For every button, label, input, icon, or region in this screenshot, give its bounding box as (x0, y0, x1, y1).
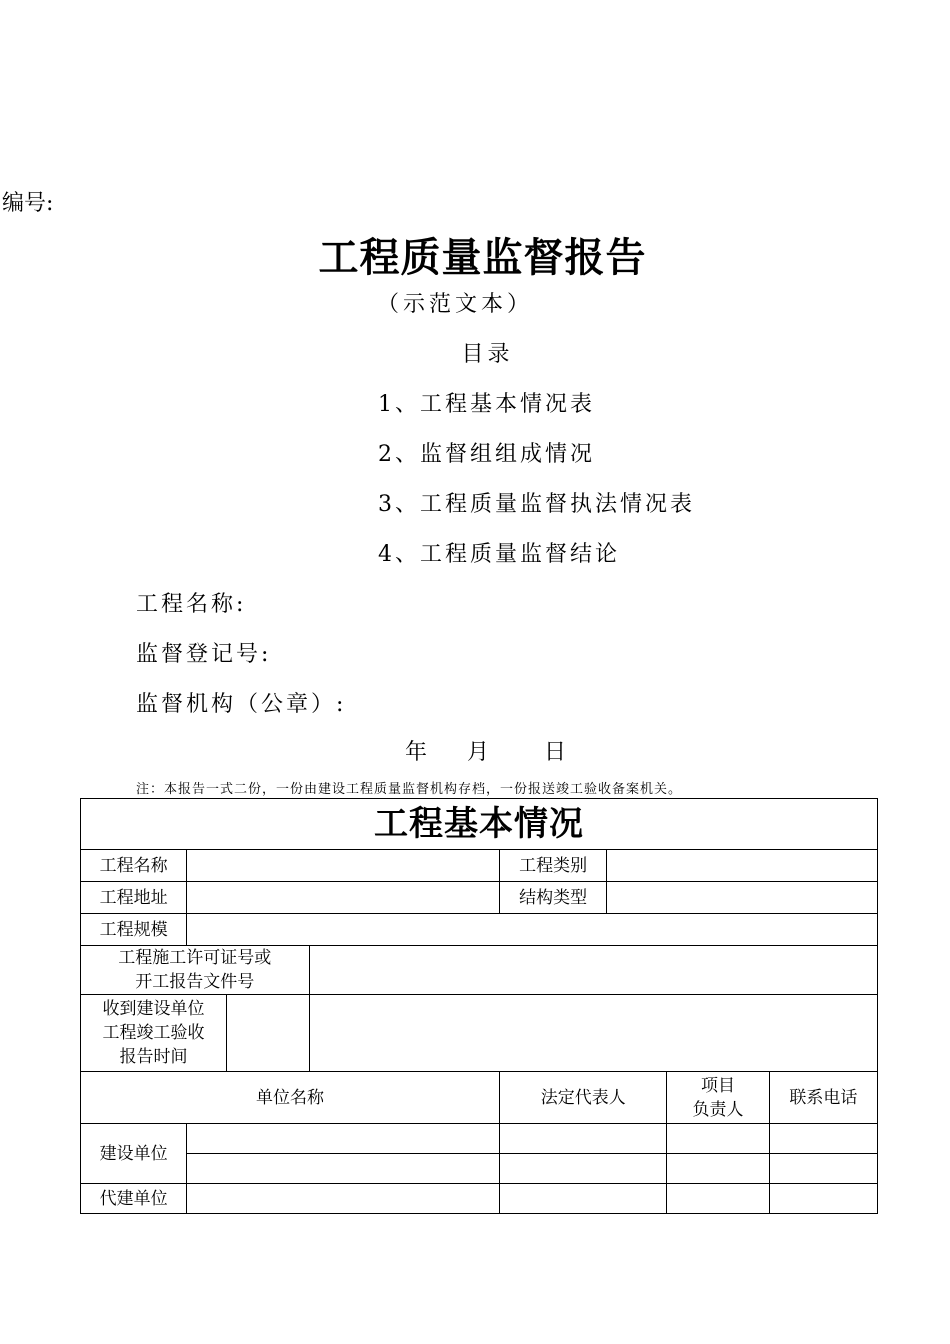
date-year: 年 (405, 740, 428, 765)
builder-pm-cell[interactable] (667, 1154, 769, 1184)
value-structure-type[interactable] (607, 882, 878, 914)
registration-number-field: 监督登记号: (136, 642, 272, 667)
permit-label-line: 开工报告文件号 (135, 972, 255, 992)
value-received-report-time[interactable] (309, 995, 877, 1072)
agent-legal-rep-cell[interactable] (500, 1184, 667, 1214)
header-project-manager (667, 1072, 769, 1124)
toc-item: 2、监督组组成情况 (378, 442, 595, 467)
label-project-name: 工程名称 (81, 850, 187, 882)
report-title: 工程质量监督报告 (318, 235, 647, 281)
label-project-scale: 工程规模 (81, 914, 187, 946)
table-title: 工程基本情况 (81, 799, 878, 850)
received-label-line: 工程竣工验收 (102, 1023, 205, 1043)
date-day: 日 (544, 740, 567, 765)
value-permit-number[interactable] (309, 946, 877, 995)
received-report-row (81, 995, 310, 1072)
header-legal-rep: 法定代表人 (500, 1072, 667, 1124)
label-project-type: 工程类别 (500, 850, 607, 882)
label-received-report-time (81, 995, 227, 1071)
builder-name-cell[interactable] (187, 1154, 500, 1184)
label-permit-number (81, 946, 310, 995)
supervision-agency-field: 监督机构（公章）: (136, 692, 347, 717)
toc-heading: 目录 (461, 342, 514, 367)
builder-name-cell[interactable] (187, 1124, 500, 1154)
header-unit-name: 单位名称 (81, 1072, 500, 1124)
footnote: 注：本报告一式二份，一份由建设工程质量监督机构存档，一份报送竣工验收备案机关。 (136, 782, 683, 797)
pm-label-line: 项目 (701, 1075, 736, 1096)
agent-phone-cell[interactable] (769, 1184, 877, 1214)
toc-item: 3、工程质量监督执法情况表 (378, 492, 695, 517)
value-received-report-time-left[interactable] (227, 995, 309, 1071)
label-project-address: 工程地址 (81, 882, 187, 914)
serial-number-label: 编号: (2, 191, 54, 216)
value-project-address[interactable] (187, 882, 500, 914)
label-structure-type: 结构类型 (500, 882, 607, 914)
agent-name-cell[interactable] (187, 1184, 500, 1214)
builder-legal-rep-cell[interactable] (500, 1124, 667, 1154)
toc-item: 1、工程基本情况表 (378, 392, 595, 417)
label-builder: 建设单位 (81, 1124, 187, 1184)
builder-legal-rep-cell[interactable] (500, 1154, 667, 1184)
date-line (405, 735, 566, 766)
builder-phone-cell[interactable] (769, 1124, 877, 1154)
value-project-type[interactable] (607, 850, 878, 882)
builder-pm-cell[interactable] (667, 1124, 769, 1154)
toc-item: 4、工程质量监督结论 (378, 542, 620, 567)
received-label-line: 收到建设单位 (102, 999, 205, 1019)
permit-label-line: 工程施工许可证号或 (118, 948, 272, 968)
pm-label-line: 负责人 (692, 1099, 744, 1120)
label-agent-builder: 代建单位 (81, 1184, 187, 1214)
builder-phone-cell[interactable] (769, 1154, 877, 1184)
header-phone: 联系电话 (769, 1072, 877, 1124)
agent-pm-cell[interactable] (667, 1184, 769, 1214)
project-info-table (80, 798, 878, 1214)
received-label-line: 报告时间 (119, 1047, 188, 1067)
value-project-scale[interactable] (187, 914, 878, 946)
value-project-name[interactable] (187, 850, 500, 882)
date-month: 月 (467, 740, 490, 765)
project-name-field: 工程名称: (136, 592, 247, 617)
report-subtitle: （示范文本） (376, 292, 533, 317)
